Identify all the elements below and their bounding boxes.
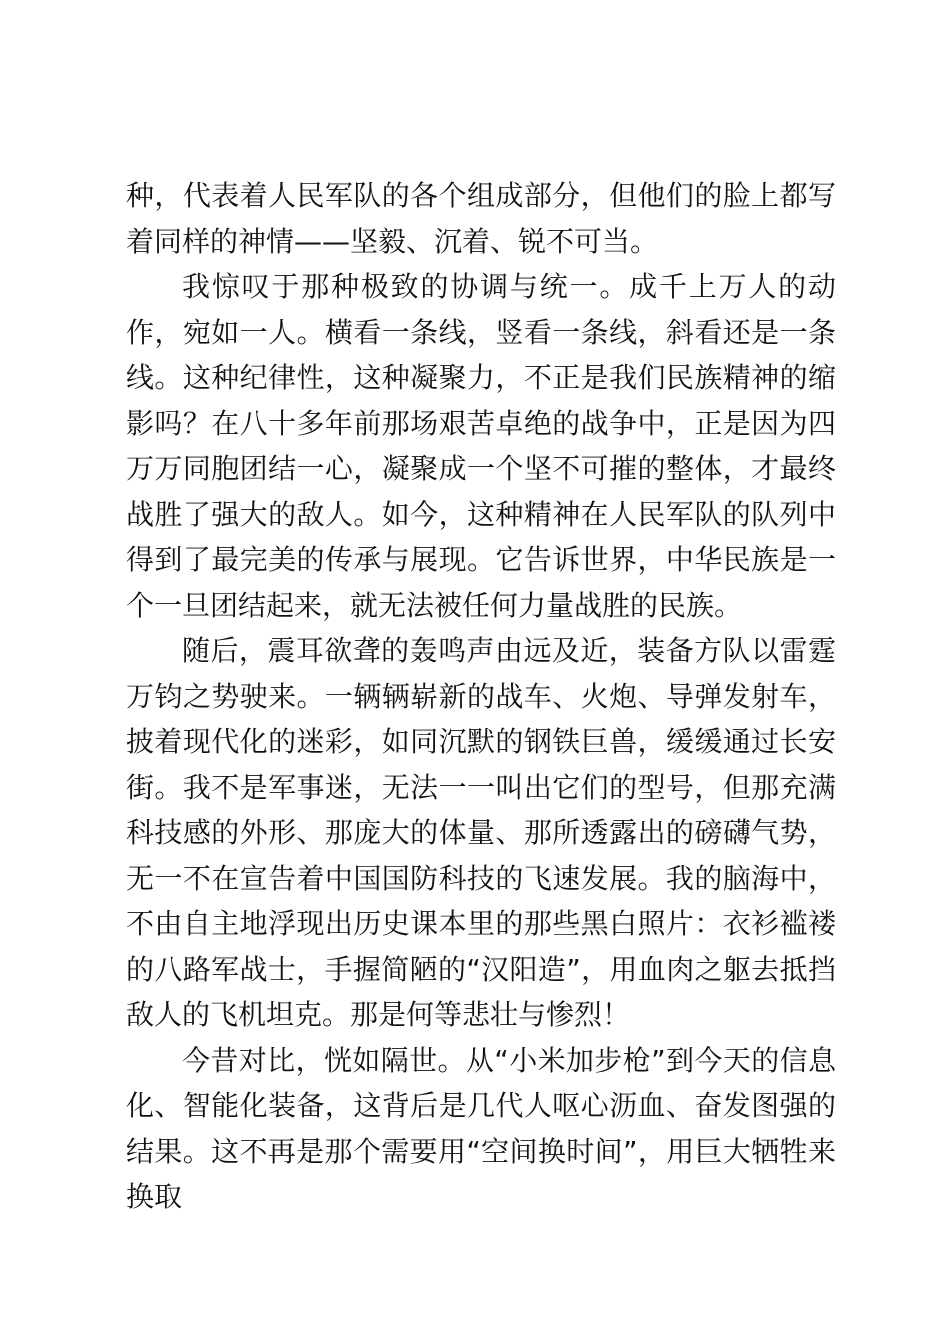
paragraph-2: 我惊叹于那种极致的协调与统一。成千上万人的动作，宛如一人。横看一条线，竖看一条线，斜看还是一条线。这种纪律性，这种凝聚力，不正是我们民族精神的缩影吗？在八十多年前那场艰苦卓绝的战争中，正是因为四万万同胞团结一心，凝聚成一个坚不可摧的整体，才最终战胜了强大的敌人。如今，这种精神在人民军队的队列中得到了最完美的传承与展现。它告诉世界，中华民族是一个一旦团结起来，就无法被任何力量战胜的民族。 [126, 270, 836, 622]
body-text [126, 173, 836, 1220]
paragraph-1: 种，代表着人民军队的各个组成部分，但他们的脸上都写着同样的神情——坚毅、沉着、锐不可当。 [126, 179, 836, 258]
paragraph-4: 今昔对比，恍如隔世。从“小米加步枪”到今天的信息化、智能化装备，这背后是几代人呕心沥血、奋发图强的结果。这不再是那个需要用“空间换时间”，用巨大牺牲来换取 [126, 1043, 836, 1213]
paragraph-3: 随后，震耳欲聋的轰鸣声由远及近，装备方队以雷霆万钧之势驶来。一辆辆崭新的战车、火炮、导弹发射车，披着现代化的迷彩，如同沉默的钢铁巨兽，缓缓通过长安街。我不是军事迷，无法一一叫出它们的型号，但那充满科技感的外形、那庞大的体量、那所透露出的磅礴气势，无一不在宣告着中国国防科技的飞速发展。我的脑海中，不由自主地浮现出历史课本里的那些黑白照片：衣衫褴褛的八路军战士，手握简陋的“汉阳造”，用血肉之躯去抵挡敌人的飞机坦克。那是何等悲壮与惨烈！ [126, 634, 836, 1031]
